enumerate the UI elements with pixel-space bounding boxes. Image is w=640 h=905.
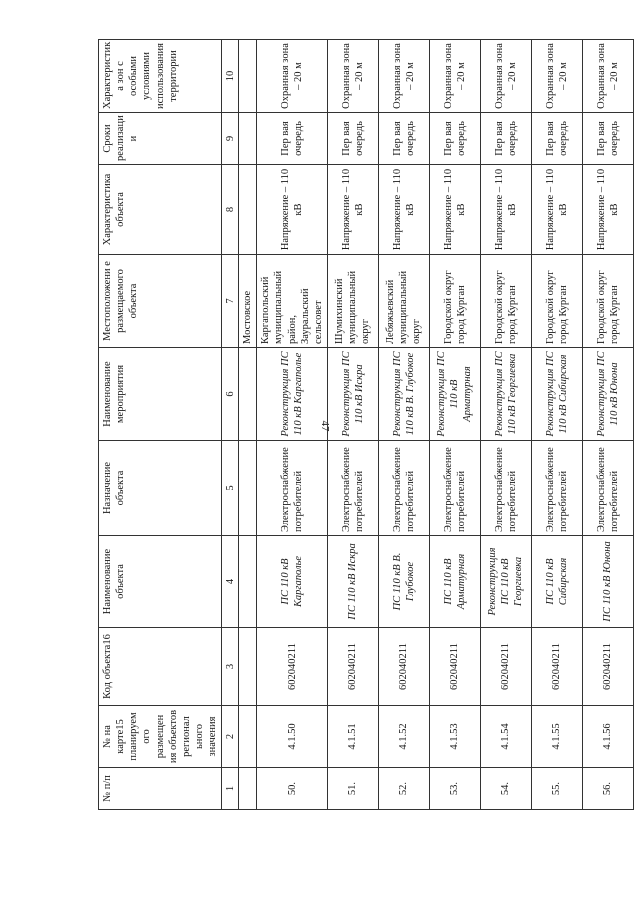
row-number: 50. <box>257 768 328 810</box>
object-name-text: ПС 110 кВ Каргаполье <box>279 555 305 608</box>
object-zone: Охранная зона – 20 м <box>327 40 378 113</box>
object-purpose: Электроснабжение потребителей <box>378 441 429 536</box>
object-location: Городской округ город Курган <box>429 255 480 348</box>
column-number: 4 <box>222 536 239 628</box>
object-name <box>327 536 378 628</box>
object-location: Городской округ город Курган <box>480 255 531 348</box>
object-characteristic: Напряжение – 110 кВ <box>582 165 633 255</box>
object-name-text: ПС 110 кВ Сибирская <box>544 557 569 606</box>
map-number: 4.1.51 <box>327 706 378 768</box>
object-code: 602040211 <box>582 628 633 706</box>
column-number: 7 <box>222 255 239 348</box>
object-action: Реконструкция ПС 110 кВ Арматурная <box>429 348 480 441</box>
table-row <box>378 40 429 810</box>
header-cell: Наименование объекта <box>99 536 222 628</box>
objects-table <box>98 39 634 810</box>
object-purpose: Электроснабжение потребителей <box>327 441 378 536</box>
object-code: 602040211 <box>378 628 429 706</box>
object-purpose: Электроснабжение потребителей <box>480 441 531 536</box>
object-location: Шумихинский муниципальный округ <box>327 255 378 348</box>
row-number: 55. <box>531 768 582 810</box>
row-number: 56. <box>582 768 633 810</box>
rotated-table-container <box>98 40 620 810</box>
object-action: Реконструкция ПС 110 кВ Искра <box>327 348 378 441</box>
empty-cell <box>239 768 257 810</box>
object-characteristic: Напряжение – 110 кВ <box>257 165 328 255</box>
object-action: Реконструкция ПС 110 кВ Каргаполье <box>257 348 328 441</box>
column-number: 2 <box>222 706 239 768</box>
column-number: 6 <box>222 348 239 441</box>
object-code: 602040211 <box>327 628 378 706</box>
column-number-row <box>222 40 239 810</box>
object-name-text: ПС 110 кВ Юнона <box>602 541 614 622</box>
object-characteristic: Напряжение – 110 кВ <box>327 165 378 255</box>
object-zone: Охранная зона – 20 м <box>378 40 429 113</box>
header-cell: Местоположени е размещаемого объекта <box>99 255 222 348</box>
header-cell: № на карте15 планируем ого размещен ия объектов регионал ьного значения <box>99 706 222 768</box>
header-cell: Сроки реализаци и <box>99 113 222 165</box>
header-cell: Код объекта16 <box>99 628 222 706</box>
row-number: 51. <box>327 768 378 810</box>
object-zone: Охранная зона – 20 м <box>480 40 531 113</box>
empty-cell <box>239 441 257 536</box>
empty-cell <box>239 113 257 165</box>
column-number: 3 <box>222 628 239 706</box>
object-action: Реконструкция ПС 110 кВ В. Глубокое <box>378 348 429 441</box>
row-number: 52. <box>378 768 429 810</box>
header-cell: Характеристик а зон с особыми условиями использования территории <box>99 40 222 113</box>
location-note-cell: Мостовское <box>239 255 257 348</box>
object-characteristic: Напряжение – 110 кВ <box>531 165 582 255</box>
object-term: Пер вая очередь <box>257 113 328 165</box>
object-zone: Охранная зона – 20 м <box>531 40 582 113</box>
object-name-text: ПС 110 кВ Искра <box>347 543 359 620</box>
object-code: 602040211 <box>531 628 582 706</box>
object-purpose: Электроснабжение потребителей <box>582 441 633 536</box>
object-location: Городской округ город Курган <box>531 255 582 348</box>
object-name <box>257 536 328 628</box>
header-cell: Наименование мероприятия <box>99 348 222 441</box>
object-action: Реконструкция ПС 110 кВ Георгиевка <box>480 348 531 441</box>
column-number: 5 <box>222 441 239 536</box>
map-number: 4.1.56 <box>582 706 633 768</box>
object-location: Городской округ город Курган <box>582 255 633 348</box>
map-number: 4.1.55 <box>531 706 582 768</box>
empty-cell <box>239 165 257 255</box>
object-zone: Охранная зона – 20 м <box>582 40 633 113</box>
object-name-prefix: Реконструкция <box>487 547 499 616</box>
table-row <box>582 40 633 810</box>
object-name <box>531 536 582 628</box>
object-term: Пер вая очередь <box>582 113 633 165</box>
object-characteristic: Напряжение – 110 кВ <box>378 165 429 255</box>
object-name-text: ПС 110 кВ Георгиевка <box>500 556 525 607</box>
object-characteristic: Напряжение – 110 кВ <box>480 165 531 255</box>
object-term: Пер вая очередь <box>429 113 480 165</box>
object-code: 602040211 <box>480 628 531 706</box>
header-cell: № п/п <box>99 768 222 810</box>
header-row <box>99 40 222 810</box>
object-term: Пер вая очередь <box>327 113 378 165</box>
column-number: 9 <box>222 113 239 165</box>
table-row <box>327 40 378 810</box>
empty-cell <box>239 706 257 768</box>
object-purpose: Электроснабжение потребителей <box>257 441 328 536</box>
object-zone: Охранная зона – 20 м <box>257 40 328 113</box>
map-number: 4.1.53 <box>429 706 480 768</box>
table-row <box>480 40 531 810</box>
spacer-row <box>239 40 257 810</box>
object-purpose: Электроснабжение потребителей <box>531 441 582 536</box>
object-characteristic: Напряжение – 110 кВ <box>429 165 480 255</box>
column-number: 10 <box>222 40 239 113</box>
table-row <box>429 40 480 810</box>
column-number: 8 <box>222 165 239 255</box>
page-number: 47 <box>319 420 331 432</box>
object-name <box>480 536 531 628</box>
object-name <box>429 536 480 628</box>
empty-cell <box>239 628 257 706</box>
object-name-text: ПС 110 кВ Арматурная <box>442 553 467 610</box>
object-name <box>582 536 633 628</box>
row-number: 53. <box>429 768 480 810</box>
empty-cell <box>239 40 257 113</box>
map-number: 4.1.54 <box>480 706 531 768</box>
column-number: 1 <box>222 768 239 810</box>
row-number: 54. <box>480 768 531 810</box>
object-term: Пер вая очередь <box>531 113 582 165</box>
header-cell: Характеристика объекта <box>99 165 222 255</box>
object-term: Пер вая очередь <box>378 113 429 165</box>
object-action: Реконструкция ПС 110 кВ Юнона <box>582 348 633 441</box>
object-name <box>378 536 429 628</box>
empty-cell <box>239 536 257 628</box>
table-row <box>257 40 328 810</box>
object-location: Лебяжьевский муниципальный округ <box>378 255 429 348</box>
object-term: Пер вая очередь <box>480 113 531 165</box>
object-action: Реконструкция ПС 110 кВ Сибирская <box>531 348 582 441</box>
object-location: Каргапольский муниципальный район, Зауральский сельсовет <box>257 255 328 348</box>
table-row <box>531 40 582 810</box>
map-number: 4.1.50 <box>257 706 328 768</box>
object-zone: Охранная зона – 20 м <box>429 40 480 113</box>
object-name-text: ПС 110 кВ В. Глубокое <box>391 552 416 611</box>
object-code: 602040211 <box>257 628 328 706</box>
map-number: 4.1.52 <box>378 706 429 768</box>
object-purpose: Электроснабжение потребителей <box>429 441 480 536</box>
header-cell: Назначение объекта <box>99 441 222 536</box>
object-code: 602040211 <box>429 628 480 706</box>
empty-cell <box>239 348 257 441</box>
